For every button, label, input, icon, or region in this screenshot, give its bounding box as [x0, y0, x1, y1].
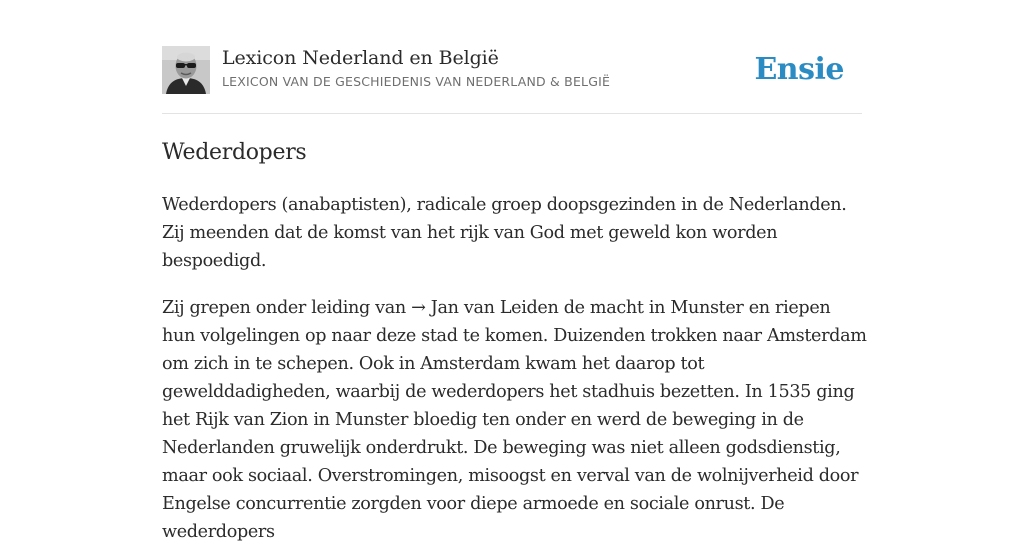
article-title: Wederdopers: [162, 140, 307, 165]
source-title[interactable]: Lexicon Nederland en België: [222, 47, 499, 69]
paragraph-2-body: de macht in Munster en riepen hun volgelingen op naar deze stad te komen. Duizenden trokken naar Amsterdam om zich in te schepen. Ook in Amsterdam kwam het daarop tot gewelddadigheden, waarbij de wederdopers het stadhuis bezetten. In 1535 ging het Rijk van Zion in Munster bloedig ten onder en werd de beweging in de Nederlanden gruwelijk onderdrukt. De beweging was niet alleen godsdienstig, maar ook sociaal. Overstromingen, misoogst en verval van de wolnijverheid door Engelse concurrentie zorgden voor diepe armoede en sociale onrust. De wederdopers: [162, 298, 867, 542]
article: [162, 138, 868, 546]
author-avatar[interactable]: [162, 46, 210, 94]
article-paragraph-1: Wederdopers (anabaptisten), radicale groep doopsgezinden in de Nederlanden. Zij meenden dat de komst van het rijk van God met geweld kon worden bespoedigd.: [162, 195, 847, 271]
source-subtitle[interactable]: LEXICON VAN DE GESCHIEDENIS VAN NEDERLAND & BELGIË: [222, 74, 611, 89]
avatar-portrait: [162, 46, 210, 94]
ensie-logo[interactable]: Ensie: [754, 52, 844, 87]
right-arrow-icon: →: [411, 298, 426, 318]
cross-reference-link[interactable]: [411, 298, 558, 318]
paragraph-2-intro: Zij grepen onder leiding van: [162, 298, 412, 318]
source-header: [162, 46, 862, 114]
article-paragraph-2: [162, 294, 868, 546]
cross-reference-label: Jan van Leiden: [430, 298, 559, 318]
